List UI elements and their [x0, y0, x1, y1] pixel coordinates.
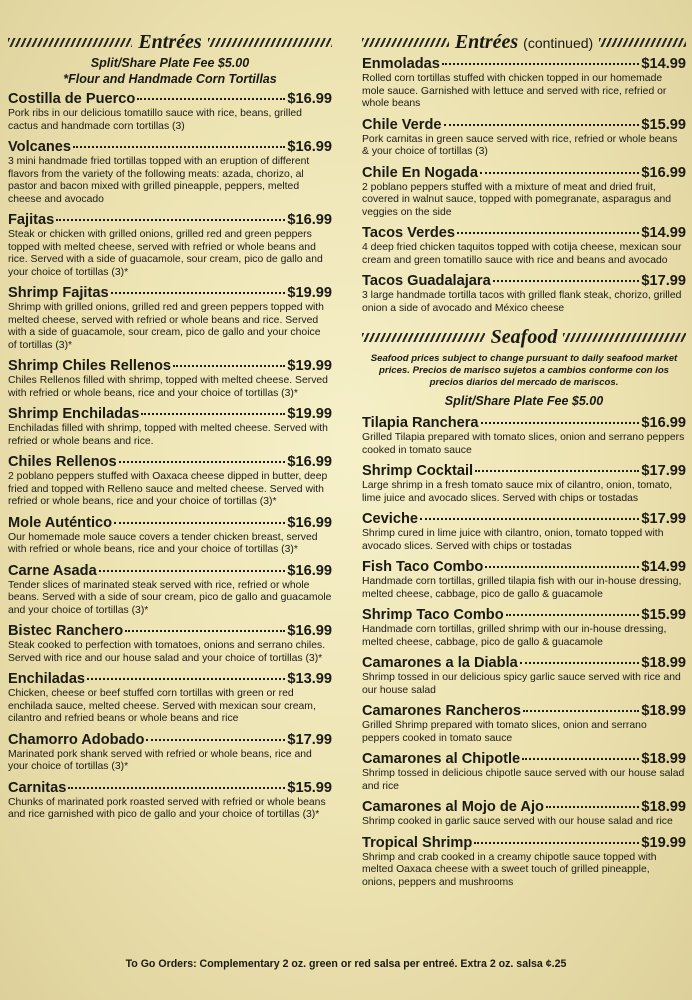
- item-header: [8, 453, 332, 471]
- item-name: Shrimp Enchiladas: [8, 406, 140, 422]
- item-description: Large shrimp in a fresh tomato sauce mix of cilantro, onion, tomato, lime juice and avocado slices. Served with chips or tostadas: [362, 480, 673, 504]
- item-name: Chamorro Adobado: [8, 731, 145, 748]
- dot-leader: [520, 662, 640, 664]
- item-price: $18.99: [641, 655, 686, 671]
- item-price: $14.99: [641, 56, 686, 72]
- item-name: Chile En Nogada: [362, 164, 478, 181]
- dot-leader: [119, 461, 286, 463]
- dot-leader: [146, 739, 285, 741]
- item-price: $16.99: [641, 164, 686, 181]
- item-description: 2 poblano peppers stuffed with Oaxaca cheese dipped in butter, deep fried and topped with Relleno sauce and melted cheese. Served with refried or whole beans, rice and your choice of tortillas (3)*: [8, 471, 328, 507]
- menu-item: [8, 453, 332, 509]
- dot-leader: [137, 98, 285, 100]
- menu-item: [362, 654, 686, 697]
- entrees-continued-heading: [362, 30, 686, 54]
- menu-item: [8, 514, 332, 557]
- item-description: Our homemade mole sauce covers a tender chicken breast, served with refried or whole beans, rice and your choice of tortillas (3)*: [8, 531, 318, 555]
- menu-item: [362, 272, 686, 315]
- dot-leader: [173, 365, 285, 367]
- to-go-footer: To Go Orders: Complementary 2 oz. green or red salsa per entreé. Extra 2 oz. salsa ¢.25: [125, 958, 567, 970]
- item-description: Shrimp and crab cooked in a creamy chipotle sauce topped with melted Oaxaca cheese with a sweet touch of grilled pineapple, onions, peppers and mushrooms: [362, 851, 657, 888]
- item-description: Pork ribs in our delicious tomatillo sauce with rice, beans, grilled cactus and handmade corn tortillas (3): [8, 108, 302, 132]
- stripe-ornament: [8, 38, 132, 47]
- menu-item: [8, 622, 332, 665]
- item-price: $15.99: [641, 116, 686, 133]
- stripe-ornament: [599, 38, 686, 47]
- item-price: $16.99: [287, 514, 332, 531]
- dot-leader: [420, 518, 639, 520]
- stripe-ornament: [208, 38, 332, 47]
- menu-item: [8, 731, 332, 774]
- stripe-ornament: [362, 38, 449, 47]
- dot-leader: [111, 292, 286, 294]
- menu-item: [8, 138, 332, 206]
- dot-leader: [56, 219, 285, 221]
- item-price: $16.99: [641, 415, 686, 431]
- right-column: [362, 30, 686, 889]
- item-header: [8, 90, 332, 108]
- item-price: $17.99: [641, 511, 686, 527]
- dot-leader: [444, 124, 640, 126]
- seafood-price-note: Seafood prices subject to change pursuant to daily seafood market prices. Precios de marisco sujetos a cambios conforme con los precios diarios del mercado de mariscos.: [370, 353, 678, 388]
- menu-item: [362, 750, 686, 793]
- item-description: 3 mini handmade fried tortillas topped with an eruption of different flavors from the variety of the following meats: azada, chorizo, al pastor and bacon mixed with grilled pineapple, peppers, melted cheese and avocado: [8, 156, 310, 205]
- item-price: $16.99: [287, 562, 332, 579]
- dot-leader: [493, 280, 640, 282]
- menu-item: [362, 558, 686, 601]
- item-description: Steak cooked to perfection with tomatoes, onions and serrano chiles. Served with rice and our house salad and your choice of tortillas (3)*: [8, 640, 326, 664]
- item-price: $13.99: [287, 671, 332, 687]
- item-price: $17.99: [287, 731, 332, 748]
- dot-leader: [481, 422, 640, 424]
- section-title: [449, 31, 599, 54]
- item-header: [362, 654, 686, 672]
- item-name: Enchiladas: [8, 671, 86, 687]
- dot-leader: [474, 842, 639, 844]
- item-header: [362, 798, 686, 816]
- section-title-text: Entrées: [454, 30, 519, 53]
- dot-leader: [68, 787, 285, 789]
- continued-label: (continued): [523, 34, 594, 51]
- item-price: $16.99: [287, 454, 332, 470]
- menu-item: [362, 606, 686, 649]
- entrees-heading: [8, 30, 332, 54]
- item-description: Handmade corn tortillas, grilled shrimp with our in-house dressing, melted cheese, cabbage, pico de gallo & guacamole: [362, 624, 667, 648]
- item-description: Pork carnitas in green sauce served with rice, refried or whole beans & your choice of tortillas (3): [362, 133, 678, 157]
- item-price: $18.99: [641, 799, 686, 815]
- item-description: Rolled corn tortillas stuffed with chicken topped in our homemade mole sauce. Garnished with lettuce and served with rice, refried or whole beans: [362, 73, 667, 109]
- item-price: $16.99: [287, 212, 332, 228]
- item-description: Shrimp tossed in delicious chipotle sauce served with our house salad and rice: [362, 768, 685, 792]
- item-description: Shrimp with grilled onions, grilled red and green peppers topped with melted cheese, served with refried or whole beans and rice. Served with a side of guacamole, sour cream, pico de gallo and your choice of tortillas (3)*: [8, 302, 324, 351]
- menu-item: [8, 670, 332, 726]
- menu-item: [362, 702, 686, 745]
- item-header: [8, 779, 332, 797]
- item-name: Shrimp Taco Combo: [362, 607, 504, 623]
- menu-item: [362, 462, 686, 505]
- item-header: [362, 558, 686, 576]
- item-name: Tacos Guadalajara: [362, 273, 491, 289]
- dot-leader: [125, 630, 285, 632]
- item-name: Camarones al Chipotle: [362, 751, 521, 767]
- item-header: [362, 164, 686, 182]
- item-name: Carne Asada: [8, 562, 97, 579]
- item-description: 4 deep fried chicken taquitos topped with cotija cheese, mexican sour cream and green tomatillo sauce with rice and beans and avocado: [362, 242, 682, 266]
- item-name: Costilla de Puerco: [8, 91, 136, 107]
- item-header: [8, 622, 332, 640]
- item-description: 2 poblano peppers stuffed with a mixture of meat and dried fruit, covered in walnut sauce, topped with pomegranate, asparagus and veggies on the side: [362, 181, 672, 218]
- item-price: $18.99: [641, 703, 686, 719]
- stripe-ornament: [362, 333, 485, 342]
- item-description: Steak or chicken with grilled onions, grilled red and green peppers topped with melted cheese, served with refried or whole beans and rice. Served with a side of guacamole, sour cream, pico de gallo and your choice of tortillas (3)*: [8, 229, 323, 278]
- item-header: [362, 116, 686, 134]
- seafood-heading: [362, 325, 686, 349]
- item-name: Tacos Verdes: [362, 225, 456, 241]
- item-price: $17.99: [641, 273, 686, 289]
- item-description: Handmade corn tortillas, grilled tilapia fish with our in-house dressing, melted cheese, cabbage, pico de gallo & guacamole: [362, 576, 682, 600]
- menu-item: [8, 405, 332, 448]
- entrees-list: [8, 90, 332, 822]
- dot-leader: [485, 566, 639, 568]
- dot-leader: [457, 232, 639, 234]
- item-price: $14.99: [641, 225, 686, 241]
- item-header: [362, 750, 686, 768]
- item-price: $15.99: [641, 607, 686, 623]
- item-description: Chiles Rellenos filled with shrimp, topped with melted cheese. Served with refried or whole beans, rice and your choice of tortillas (3)*: [8, 375, 328, 399]
- item-name: Camarones a la Diabla: [362, 655, 518, 671]
- item-header: [8, 514, 332, 532]
- item-header: [362, 224, 686, 242]
- menu-item: [8, 284, 332, 352]
- item-name: Tropical Shrimp: [362, 834, 473, 851]
- item-header: [8, 562, 332, 580]
- stripe-ornament: [563, 333, 686, 342]
- item-name: Fajitas: [8, 212, 55, 228]
- item-name: Chile Verde: [362, 116, 442, 133]
- item-price: $18.99: [641, 751, 686, 767]
- dot-leader: [73, 146, 285, 148]
- item-header: [8, 670, 332, 688]
- item-name: Volcanes: [8, 139, 71, 155]
- seafood-split-fee: Split/Share Plate Fee $5.00: [444, 394, 604, 408]
- item-header: [362, 510, 686, 528]
- dot-leader: [480, 172, 639, 174]
- item-name: Shrimp Fajitas: [8, 285, 109, 301]
- dot-leader: [546, 806, 639, 808]
- dot-leader: [506, 614, 640, 616]
- item-description: Shrimp tossed in our delicious spicy garlic sauce served with rice and our house salad: [362, 672, 681, 696]
- item-name: Enmoladas: [362, 56, 440, 72]
- menu-item: [362, 55, 686, 111]
- item-header: [8, 731, 332, 749]
- item-header: [362, 55, 686, 73]
- item-header: [362, 272, 686, 290]
- item-header: [362, 702, 686, 720]
- item-price: $19.99: [641, 834, 686, 851]
- menu-item: [362, 798, 686, 829]
- item-name: Shrimp Cocktail: [362, 463, 474, 479]
- menu-item: [8, 357, 332, 400]
- tortilla-note: *Flour and Handmade Corn Tortillas: [63, 72, 277, 86]
- item-name: Camarones al Mojo de Ajo: [362, 799, 544, 815]
- menu-item: [8, 90, 332, 133]
- item-header: [362, 462, 686, 480]
- item-name: Fish Taco Combo: [362, 559, 484, 575]
- item-price: $17.99: [641, 463, 686, 479]
- item-description: Enchiladas filled with shrimp, topped with melted cheese. Served with refried or whole beans and rice.: [8, 423, 328, 447]
- menu-item: [362, 116, 686, 159]
- item-description: Chicken, cheese or beef stuffed corn tortillas with green or red enchilada sauce, melted cheese. Served with mexican sour cream, cilantro and refried beans or whole beans and rice: [8, 688, 316, 724]
- item-header: [8, 284, 332, 302]
- item-description: Grilled Shrimp prepared with tomato slices, onion and serrano peppers cooked in tomato sauce: [362, 720, 647, 744]
- section-title: Entrées: [138, 30, 202, 53]
- item-name: Chiles Rellenos: [8, 454, 117, 470]
- item-name: Shrimp Chiles Rellenos: [8, 358, 172, 374]
- item-description: Chunks of marinated pork roasted served with refried or whole beans and rice garnished with pico de gallo and your choice of tortillas (3)*: [8, 796, 326, 820]
- dot-leader: [442, 63, 640, 65]
- item-price: $16.99: [287, 91, 332, 107]
- dot-leader: [475, 470, 639, 472]
- menu-item: [8, 211, 332, 279]
- item-description: Grilled Tilapia prepared with tomato slices, onion and serrano peppers cooked in tomato sauce: [362, 432, 685, 456]
- menu-item: [362, 510, 686, 553]
- split-fee-note: Split/Share Plate Fee $5.00: [90, 56, 250, 70]
- item-price: $19.99: [287, 358, 332, 374]
- dot-leader: [522, 758, 639, 760]
- item-name: Bistec Ranchero: [8, 623, 124, 639]
- item-description: 3 large handmade tortilla tacos with grilled flank steak, chorizo, grilled onion a side of avocado and México cheese: [362, 290, 682, 314]
- item-header: [8, 138, 332, 156]
- menu-item: [362, 414, 686, 457]
- item-price: $14.99: [641, 559, 686, 575]
- dot-leader: [87, 678, 285, 680]
- menu-item: [362, 224, 686, 267]
- item-header: [362, 606, 686, 624]
- item-description: Marinated pork shank served with refried or whole beans, rice and your choice of tortillas (3)*: [8, 748, 312, 772]
- item-header: [362, 834, 686, 852]
- item-description: Shrimp cured in lime juice with cilantro, onion, tomato topped with avocado slices. Served with chips or tostadas: [362, 528, 664, 552]
- dot-leader: [99, 570, 286, 572]
- menu-item: [8, 562, 332, 618]
- item-price: $16.99: [287, 139, 332, 155]
- item-header: [8, 211, 332, 229]
- item-price: $19.99: [287, 285, 332, 301]
- item-name: Camarones Rancheros: [362, 703, 521, 719]
- dot-leader: [141, 413, 285, 415]
- item-name: Mole Auténtico: [8, 514, 113, 531]
- menu-item: [362, 834, 686, 890]
- item-name: Ceviche: [362, 511, 418, 527]
- seafood-list: [362, 414, 686, 889]
- item-header: [362, 414, 686, 432]
- item-header: [8, 357, 332, 375]
- dot-leader: [114, 522, 285, 524]
- menu-item: [362, 164, 686, 220]
- item-description: Tender slices of marinated steak served with rice, refried or whole beans. Served with a side of sour cream, pico de gallo and guacamole and your choice of tortillas (3)*: [8, 579, 332, 616]
- item-price: $15.99: [287, 779, 332, 796]
- section-title: Seafood: [490, 325, 558, 348]
- entrees-continued-list: [362, 55, 686, 315]
- item-header: [8, 405, 332, 423]
- item-name: Carnitas: [8, 779, 67, 796]
- item-name: Tilapia Ranchera: [362, 415, 479, 431]
- item-price: $16.99: [287, 623, 332, 639]
- menu-item: [8, 779, 332, 822]
- left-column: [8, 30, 332, 822]
- item-price: $19.99: [287, 406, 332, 422]
- dot-leader: [523, 710, 639, 712]
- item-description: Shrimp cooked in garlic sauce served with our house salad and rice: [362, 816, 673, 827]
